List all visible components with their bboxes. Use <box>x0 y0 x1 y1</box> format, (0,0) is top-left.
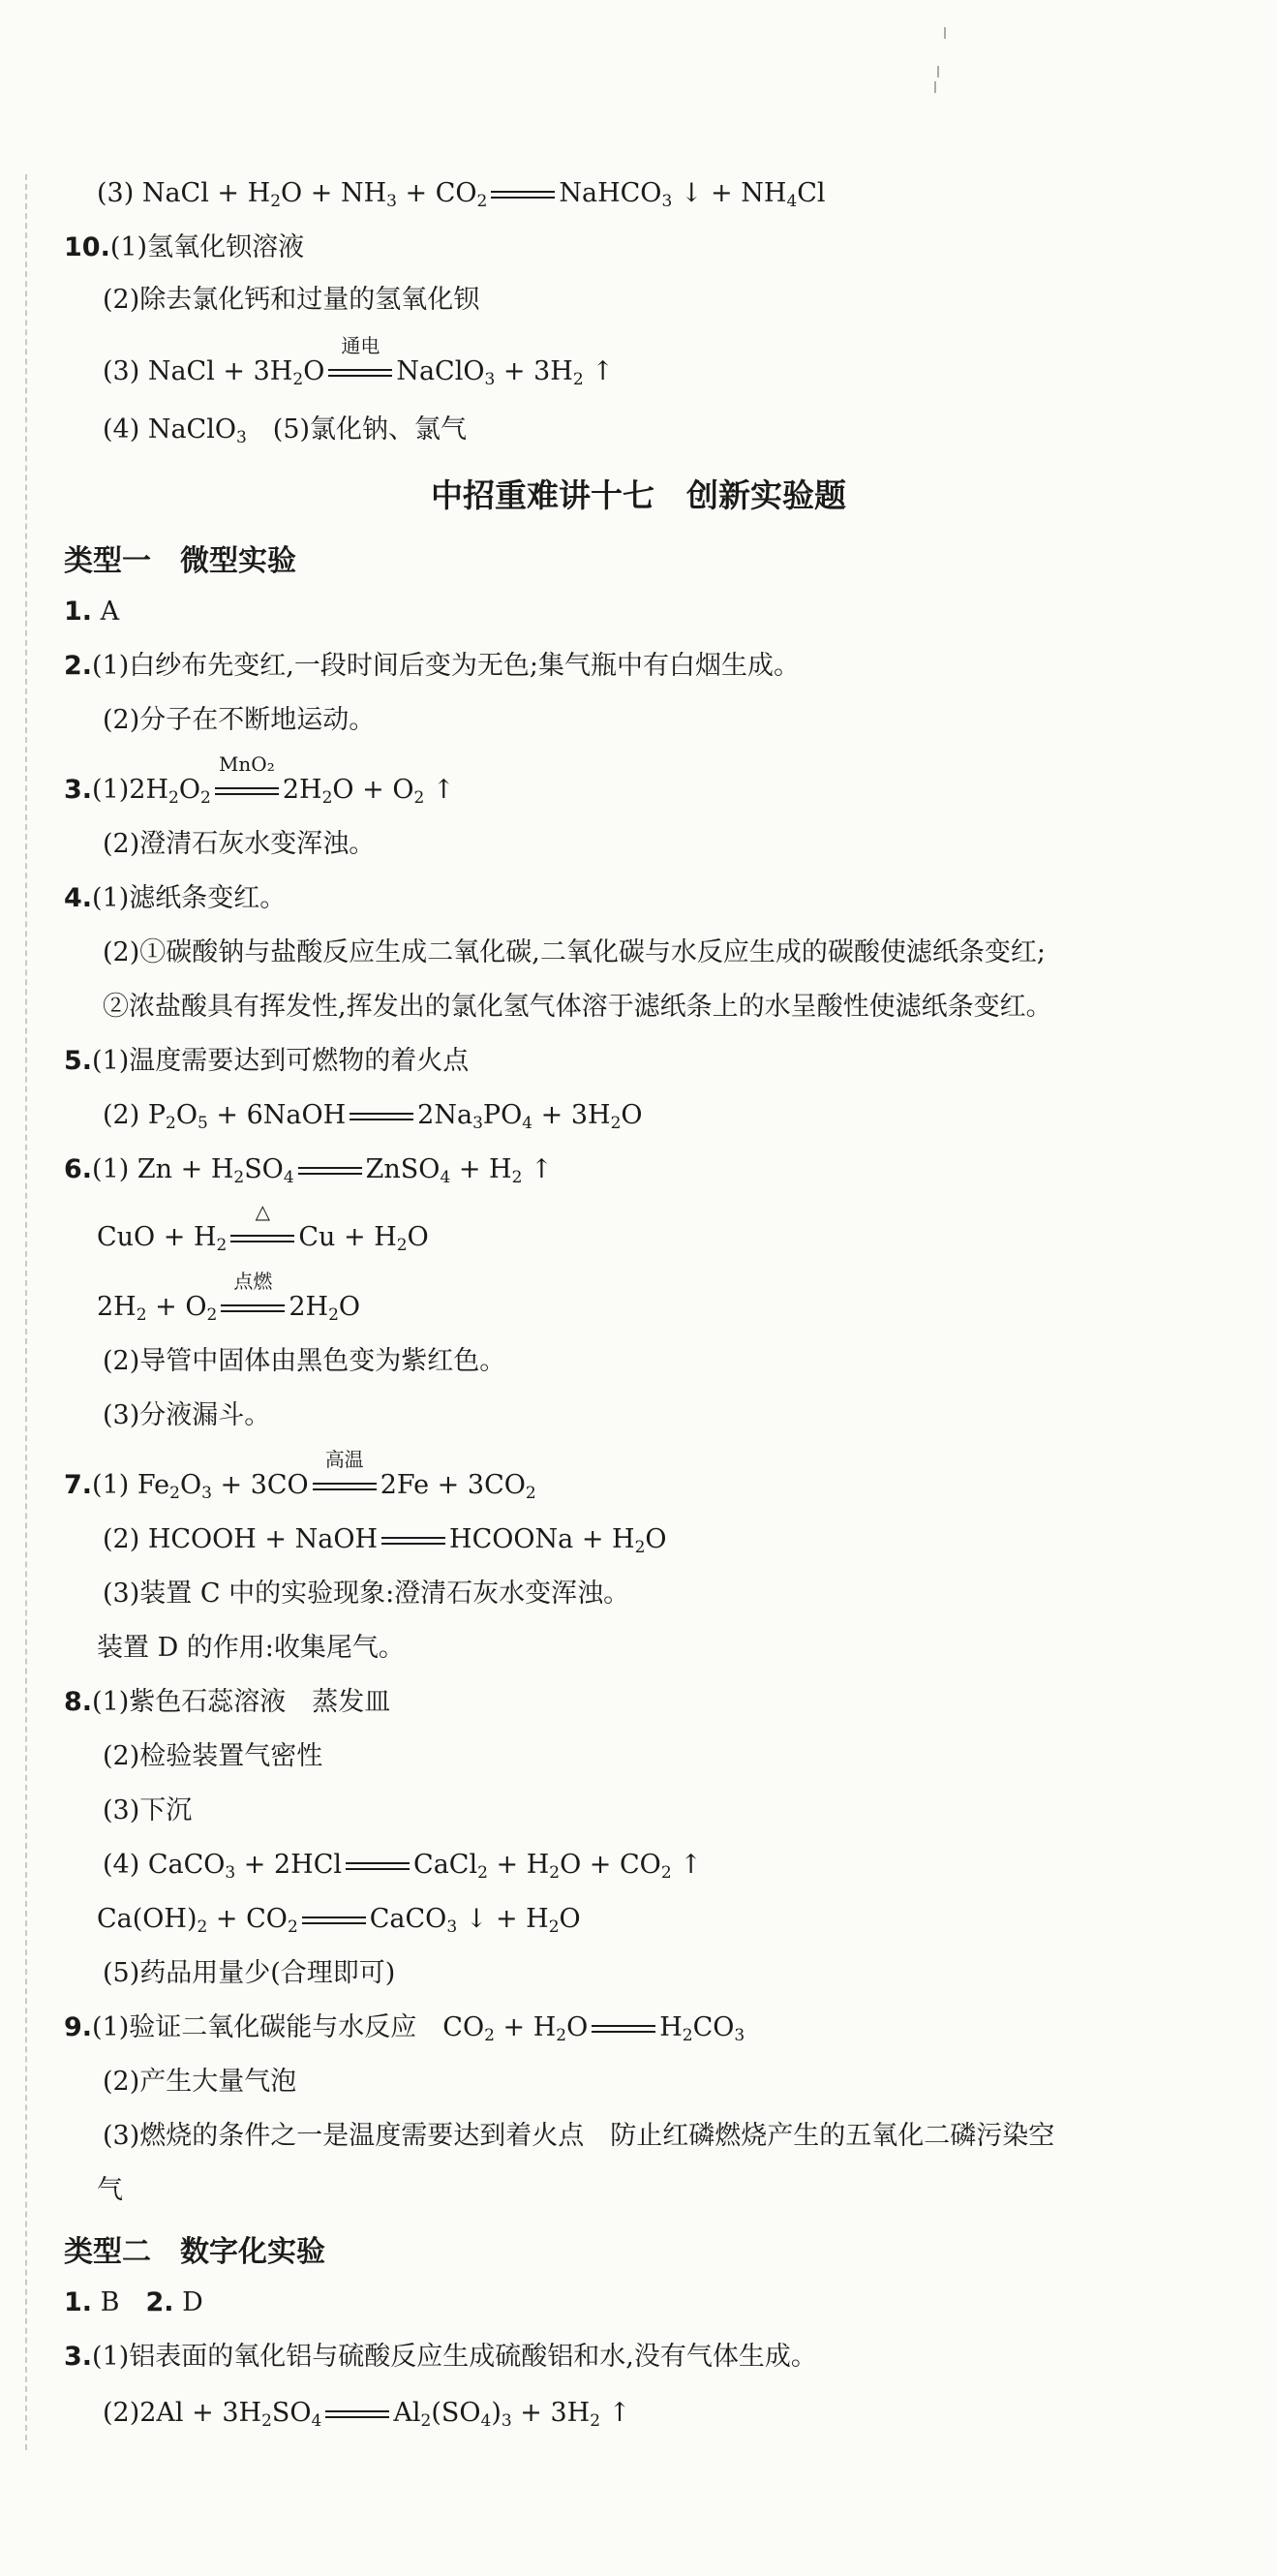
answer-line: 3.(1)铝表面的氧化铝与硫酸反应生成硫酸铝和水,没有气体生成。 <box>64 2342 817 2372</box>
answer-line: (2)导管中固体由黑色变为紫红色。 <box>103 1346 506 1376</box>
answer-line: (2) $P_2O_5$ + 6NaOH $2Na_3PO_4 + 3H_2O$ <box>103 1100 643 1133</box>
answer-line: 7.(1) $Fe_2O_3 + 3CO$ 高温 $2Fe + 3CO_2$ <box>64 1448 536 1503</box>
answer-line: 5.(1)温度需要达到可燃物的着火点 <box>64 1046 470 1076</box>
scan-speck <box>944 27 946 39</box>
answer-line: (2) HCOOH + NaOH HCOONa + $H_2O$ <box>103 1524 667 1557</box>
answer-line: (4) NaClO$_3$ (5)氯化钠、氯气 <box>103 414 468 447</box>
answer-line: ②浓盐酸具有挥发性,挥发出的氯化氢气体溶于滤纸条上的水呈酸性使滤纸条变红。 <box>103 992 1052 1022</box>
answer-line: $(2)2Al + 3H_2SO_4$ $Al_2(SO_4)_3 + 3H_2$ ↑ <box>103 2398 631 2431</box>
scan-speck <box>934 81 936 93</box>
answer-line: (2)分子在不断地运动。 <box>103 705 376 735</box>
answer-line: 6.(1) $Zn + H_2SO_4$ ZnSO$_4$ + $H_2$ ↑ <box>64 1154 553 1187</box>
answer-line: (3)分液漏斗。 <box>103 1400 271 1430</box>
answer-line: (3) NaCl + $H_2O + NH_3 + CO_2$ NaHCO$_3$ ↓ + $NH_4Cl$ <box>97 178 826 211</box>
answer-line: 气 <box>97 2175 123 2205</box>
answer-line: 装置 D 的作用:收集尾气。 <box>97 1633 405 1663</box>
answer-line: $3.(1)2H_2O_2$ MnO₂ $2H_2O + O_2$ ↑ <box>64 752 455 808</box>
answer-line: CuO + $H_2$ △ $Cu + H_2O$ <box>97 1200 429 1255</box>
subsection-title: 类型二 数字化实验 <box>64 2235 325 2269</box>
answer-line: (3)燃烧的条件之一是温度需要达到着火点 防止红磷燃烧产生的五氧化二磷污染空 <box>103 2121 1055 2151</box>
answer-line: $2H_2 + O_2$ 点燃 $2H_2O$ <box>97 1270 361 1325</box>
answer-line: 1. B 2. D <box>64 2287 203 2317</box>
answer-line: 9.(1)验证二氧化碳能与水反应 $CO_2 + H_2O$ $H_2CO_3$ <box>64 2012 745 2045</box>
answer-line: (2)澄清石灰水变浑浊。 <box>103 829 376 859</box>
section-heading: 中招重难讲十七 创新实验题 <box>431 476 846 514</box>
answer-line: (2)①碳酸钠与盐酸反应生成二氧化碳,二氧化碳与水反应生成的碳酸使滤纸条变红; <box>103 937 1046 967</box>
answer-line: 8.(1)紫色石蕊溶液 蒸发皿 <box>64 1687 391 1717</box>
answer-line: (4) CaCO$_3$ + 2HCl CaCl$_2$ + $H_2O + CO_2$ ↑ <box>103 1850 702 1883</box>
answer-line: 4.(1)滤纸条变红。 <box>64 883 287 913</box>
answer-line: (2)检验装置气密性 <box>103 1741 323 1771</box>
scan-speck <box>937 66 939 77</box>
answer-line: $Ca(OH)_2 + CO_2$ CaCO$_3$ ↓ + $H_2O$ <box>97 1904 581 1937</box>
answer-line: (3) NaCl + $3H_2O$ 通电 NaClO$_3$ + $3H_2$ ↑ <box>103 334 614 389</box>
answer-line: (3)下沉 <box>103 1795 193 1825</box>
answer-line: 10.(1)氢氧化钡溶液 <box>64 232 305 262</box>
answer-line: (2)产生大量气泡 <box>103 2067 297 2097</box>
answer-line: (2)除去氯化钙和过量的氢氧化钡 <box>103 285 480 315</box>
answer-line: 1. A <box>64 597 120 627</box>
answer-line: 2.(1)白纱布先变红,一段时间后变为无色;集气瓶中有白烟生成。 <box>64 651 800 681</box>
subsection-title: 类型一 微型实验 <box>64 544 296 578</box>
answer-line: (3)装置 C 中的实验现象:澄清石灰水变浑浊。 <box>103 1579 630 1609</box>
answer-line: (5)药品用量少(合理即可) <box>103 1958 396 1988</box>
